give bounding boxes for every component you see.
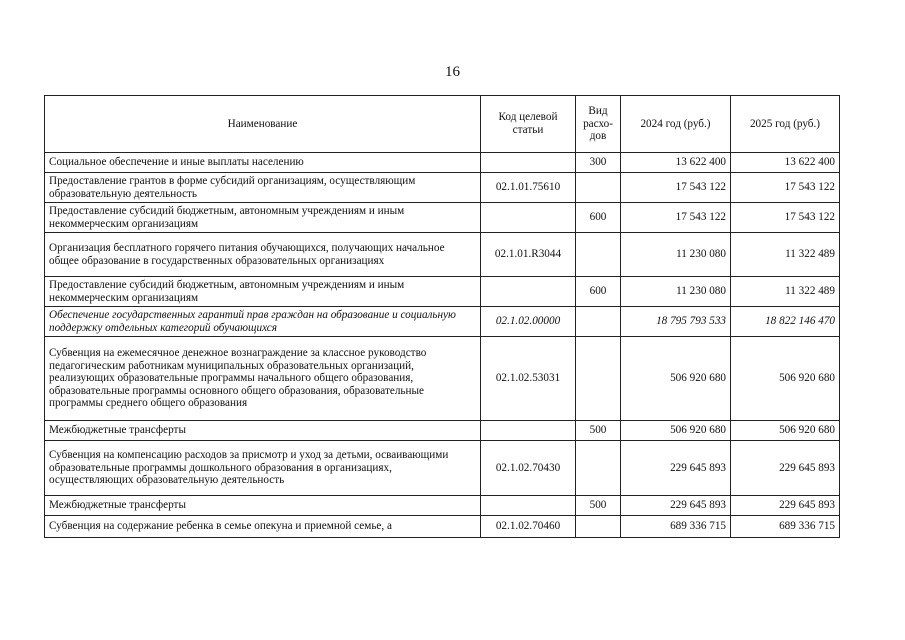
table-row	[45, 233, 840, 277]
row-name-cell: Социальное обеспечение и иные выплаты населению	[45, 153, 481, 173]
row-kind-cell	[576, 337, 621, 421]
row-name-cell: Организация бесплатного горячего питания обучающихся, получающих начальное общее образование в государственных образовательных организациях	[45, 233, 481, 277]
row-2025-cell: 11 322 489	[731, 277, 840, 307]
row-2024-cell: 11 230 080	[621, 233, 731, 277]
row-code-cell	[481, 153, 576, 173]
table-body	[45, 153, 840, 538]
row-code-cell	[481, 421, 576, 441]
row-2024-cell: 229 645 893	[621, 496, 731, 516]
row-2025-cell: 17 543 122	[731, 173, 840, 203]
row-name-cell: Межбюджетные трансферты	[45, 421, 481, 441]
row-code-cell: 02.1.02.70430	[481, 441, 576, 496]
table-header-row	[45, 96, 840, 153]
row-name-cell: Субвенция на компенсацию расходов за присмотр и уход за детьми, осваивающими образовательные программы дошкольного образования в организациях, осуществляющих образовательную деятельность	[45, 441, 481, 496]
row-code-cell: 02.1.01.R3044	[481, 233, 576, 277]
row-code-cell: 02.1.01.75610	[481, 173, 576, 203]
row-2025-cell: 11 322 489	[731, 233, 840, 277]
page-number: 16	[445, 64, 460, 80]
row-2025-cell: 689 336 715	[731, 516, 840, 538]
header-2024: 2024 год (руб.)	[621, 96, 731, 153]
row-2024-cell: 13 622 400	[621, 153, 731, 173]
table-row	[45, 421, 840, 441]
row-2025-cell: 506 920 680	[731, 337, 840, 421]
row-name-cell: Субвенция на содержание ребенка в семье опекуна и приемной семье, а	[45, 516, 481, 538]
row-2024-cell: 11 230 080	[621, 277, 731, 307]
row-kind-cell	[576, 516, 621, 538]
row-2025-cell: 229 645 893	[731, 496, 840, 516]
row-name-cell: Обеспечение государственных гарантий прав граждан на образование и социальную поддержку отдельных категорий обучающихся	[45, 307, 481, 337]
row-kind-cell: 300	[576, 153, 621, 173]
table-row	[45, 153, 840, 173]
row-code-cell: 02.1.02.53031	[481, 337, 576, 421]
row-kind-cell: 500	[576, 421, 621, 441]
row-kind-cell: 600	[576, 203, 621, 233]
header-kind: Вид расхо-дов	[576, 96, 621, 153]
header-2025: 2025 год (руб.)	[731, 96, 840, 153]
row-2025-cell: 229 645 893	[731, 441, 840, 496]
row-code-cell: 02.1.02.70460	[481, 516, 576, 538]
row-2024-cell: 506 920 680	[621, 421, 731, 441]
row-name-cell: Субвенция на ежемесячное денежное вознаграждение за классное руководство педагогическим работникам муниципальных образовательных организаций, реализующих образовательные программы начального общего образования, образовательные программы основного общего образования, образовательные программы среднего общего образования	[45, 337, 481, 421]
row-kind-cell	[576, 307, 621, 337]
row-2024-cell: 506 920 680	[621, 337, 731, 421]
table-row	[45, 277, 840, 307]
row-code-cell	[481, 203, 576, 233]
row-code-cell	[481, 277, 576, 307]
row-2025-cell: 506 920 680	[731, 421, 840, 441]
table-row	[45, 173, 840, 203]
row-name-cell: Межбюджетные трансферты	[45, 496, 481, 516]
row-2024-cell: 689 336 715	[621, 516, 731, 538]
row-kind-cell	[576, 441, 621, 496]
row-name-cell: Предоставление субсидий бюджетным, автономным учреждениям и иным некоммерческим организациям	[45, 203, 481, 233]
row-name-cell: Предоставление грантов в форме субсидий организациям, осуществляющим образовательную деятельность	[45, 173, 481, 203]
budget-table	[44, 95, 840, 538]
row-2025-cell: 17 543 122	[731, 203, 840, 233]
header-name: Наименование	[45, 96, 481, 153]
row-kind-cell: 600	[576, 277, 621, 307]
header-code: Код целевой статьи	[481, 96, 576, 153]
row-code-cell: 02.1.02.00000	[481, 307, 576, 337]
row-2025-cell: 18 822 146 470	[731, 307, 840, 337]
row-kind-cell	[576, 173, 621, 203]
table-row	[45, 441, 840, 496]
table-row	[45, 496, 840, 516]
row-kind-cell	[576, 233, 621, 277]
row-2024-cell: 18 795 793 533	[621, 307, 731, 337]
row-name-cell: Предоставление субсидий бюджетным, автономным учреждениям и иным некоммерческим организациям	[45, 277, 481, 307]
row-2024-cell: 17 543 122	[621, 173, 731, 203]
row-2024-cell: 17 543 122	[621, 203, 731, 233]
row-2025-cell: 13 622 400	[731, 153, 840, 173]
table-row	[45, 516, 840, 538]
table-row	[45, 307, 840, 337]
row-code-cell	[481, 496, 576, 516]
row-2024-cell: 229 645 893	[621, 441, 731, 496]
row-kind-cell: 500	[576, 496, 621, 516]
table-row	[45, 337, 840, 421]
table-row	[45, 203, 840, 233]
